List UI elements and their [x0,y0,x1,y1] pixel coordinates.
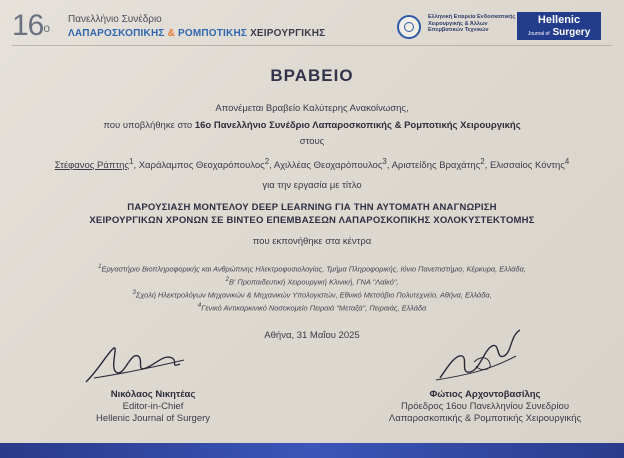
signer-org: Λαπαροσκοπικής & Ρομποτικής Χειρουργικής [388,413,582,424]
congress-topic: ΛΑΠΑΡΟΣΚΟΠΙΚΗΣ & ΡΟΜΠΟΤΙΚΗΣ ΧΕΙΡΟΥΡΓΙΚΗΣ [68,28,326,39]
author: Αριστείδης Βραχάτης [391,160,481,172]
signer-org: Hellenic Journal of Surgery [95,413,211,424]
society-emblem-icon [397,15,421,39]
author: Ελισσαίος Κόντης [489,160,565,172]
right-signature-icon [430,326,530,386]
signer-role: Πρόεδρος 16ου Πανελληνίου Συνεδρίου [400,401,570,412]
header-divider [12,45,612,46]
affiliation: $^3$Σχολή Ηλεκτρολόγων Μηχανικών & Μηχανικών Υπολογιστών, Εθνικό Μετσόβιο Πολυτεχνείο, Αθήνα, Ελλάδα, [132,289,492,300]
left-signature-icon [80,338,190,388]
work-intro: για την εργασία με τίτλο [262,180,362,191]
journal-logo: Hellenic Journal of Surgery [517,12,601,40]
congress-number: $16^o$ [12,9,50,42]
bottom-band [0,443,624,458]
recipients-intro: στους [299,136,325,147]
signer-name: Φώτιος Αρχοντοβασίλης [429,389,541,400]
submission-line: που υποβλήθηκε στο 16ο Πανελλήνιο Συνέδριο Λαπαροσκοπικής & Ρομποτικής Χειρουργικής [103,120,521,131]
signature-block-right [380,389,590,425]
paper-title-line-1: ΠΑΡΟΥΣΙΑΣΗ ΜΟΝΤΕΛΟΥ DEEP LEARNING ΓΙΑ ΤΗΝ ΑΥΤΟΜΑΤΗ ΑΝΑΓΝΩΡΙΣΗ [127,202,497,213]
affiliation: $^2$Β' Προπαιδευτική Χειρουργική Κλινική, ΓΝΑ "Λαϊκό", [225,276,399,287]
centers-intro: που εκπονήθηκε στα κέντρα [252,236,372,247]
congress-name: Πανελλήνιο Συνέδριο [68,14,162,25]
authors-list: Στέφανος Ράπτης$^1$, Χαράλαμπος Θεοχαρόπουλος$^2$, Αχιλλέας Θεοχαρόπουλος$^3$, Αριστείδης Βραχάτης$^2$, Ελισσαίος Κόντης$^4$ [54,157,570,172]
issue-date: Αθήνα, 31 Μαΐου 2025 [264,330,360,341]
award-line: Απονέμεται Βραβείο Καλύτερης Ανακοίνωσης, [215,103,409,114]
signer-name: Νικόλαος Νικητέας [110,389,196,400]
affiliation: $^4$Γενικό Αντικαρκινικό Νοσοκομείο Πειραιά "Μεταξά", Πειραιάς, Ελλάδα [197,302,427,313]
affiliation: $^1$Εργαστήριο Βιοπληροφορικής και Ανθρώπινης Ηλεκτροφυσιολογίας, Τμήμα Πληροφορικής, Ιόνιο Πανεπιστήμιο, Κέρκυρα, Ελλάδα, [98,263,526,274]
author: Αχιλλέας Θεοχαρόπουλος [273,160,383,172]
certificate-title: ΒΡΑΒΕΙΟ [270,66,354,85]
author: Χαράλαμπος Θεοχαρόπουλος [138,160,265,172]
signature-block-left [48,389,258,425]
paper-title-line-2: ΧΕΙΡΟΥΡΓΙΚΩΝ ΧΡΟΝΩΝ ΣΕ ΒΙΝΤΕΟ ΕΠΕΜΒΑΣΕΩΝ ΛΑΠΑΡΟΣΚΟΠΙΚΗΣ ΧΟΛΟΚΥΣΤΕΚΤΟΜΗΣ [89,215,535,226]
society-name: Ελληνική Εταιρεία Ενδοσκοπικής Χειρουργικής & Άλλων Επεμβατικών Τεχνικών [428,14,516,34]
signer-role: Editor-in-Chief [122,401,184,412]
author: Στέφανος Ράπτης [54,160,130,172]
